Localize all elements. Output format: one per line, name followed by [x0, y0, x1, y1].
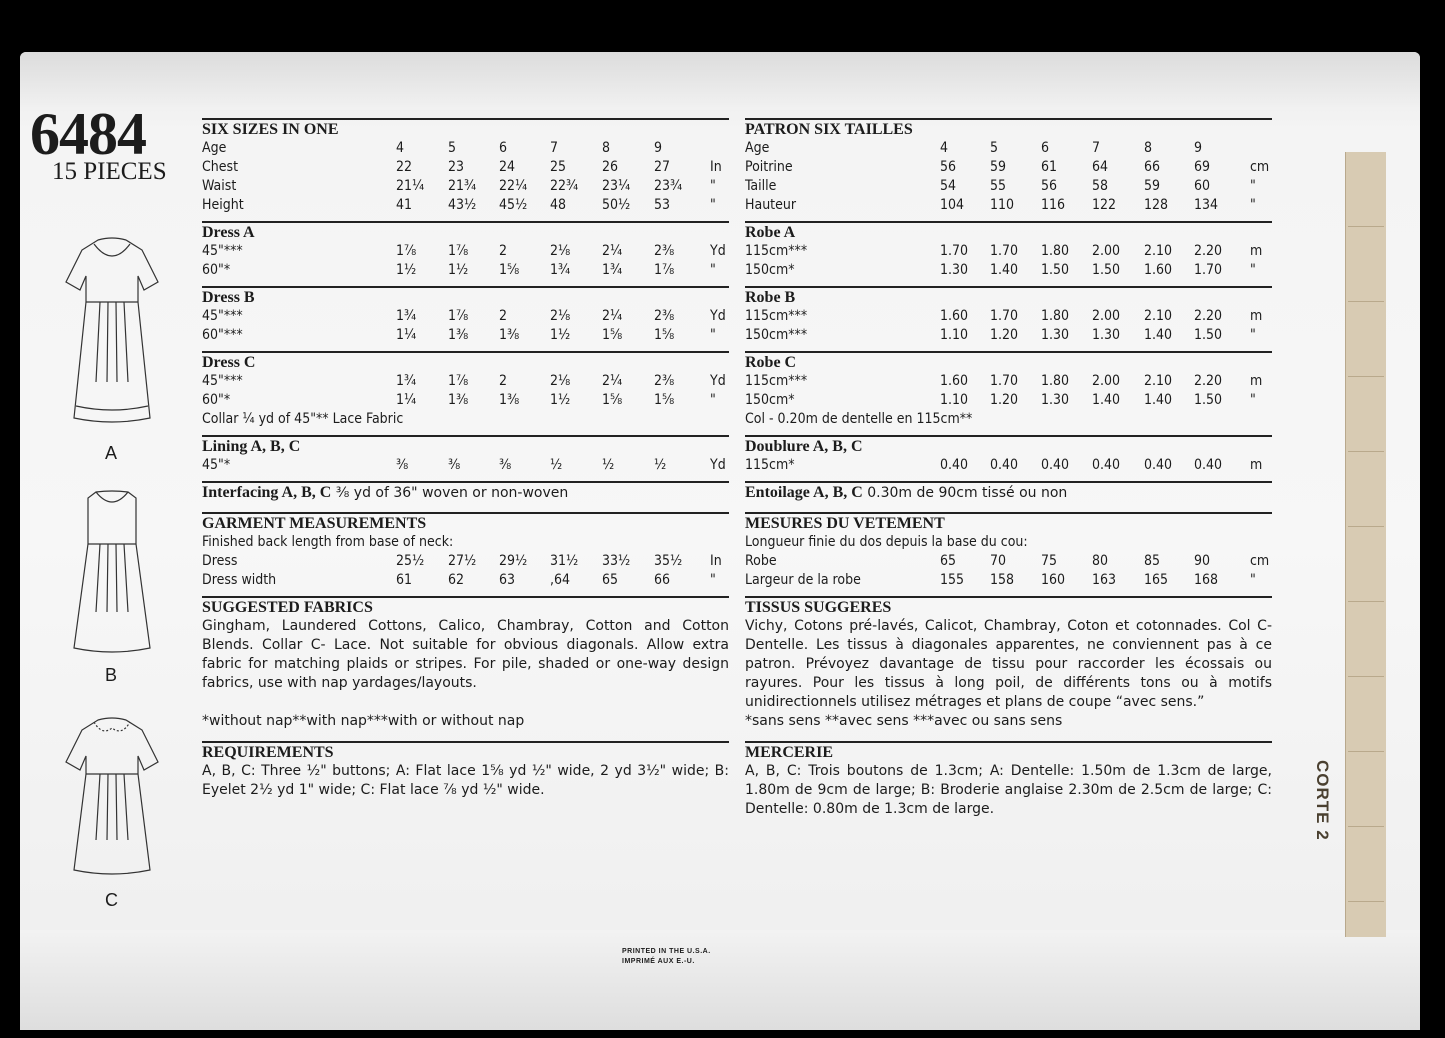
size-value: ½ [654, 457, 667, 473]
size-value: 26 [602, 159, 619, 175]
size-value: 29½ [499, 553, 528, 569]
size-value: 7 [550, 140, 559, 156]
table-row [202, 391, 729, 410]
size-value: 1.70 [990, 308, 1019, 324]
interfacing-section [202, 481, 729, 502]
size-value: 0.40 [990, 457, 1019, 473]
size-value: 1⅜ [499, 392, 520, 408]
size-value: 8 [602, 140, 611, 156]
size-value: 1.60 [940, 373, 969, 389]
unit-label: " [1250, 392, 1256, 408]
size-value: 5 [448, 140, 457, 156]
size-value: 59 [1144, 178, 1161, 194]
size-value: 1.50 [1194, 327, 1223, 343]
row-label: 115cm*** [745, 243, 808, 259]
size-value: 1¼ [396, 327, 417, 343]
table-row [745, 552, 1272, 571]
collar-note: Collar ¼ yd of 45"** Lace Fabric [202, 411, 404, 427]
size-value: 41 [396, 197, 413, 213]
size-value: ⅜ [396, 457, 409, 473]
tissus-text: Vichy, Cotons pré-lavés, Calicot, Chambray, Coton et cotonnades. Col C-Dentelle. Les tissus à diagonales apparentes, ne conviennent pas à ce patron. Prévoyez davantage de tissu pour raccorder les écossais ou rayures. Pour les tissus à long poil, de différents tons ou à motifs unidirectionnels utilisez métrages et plans de coupe “avec sens.” [745, 618, 1272, 710]
table-row [202, 372, 729, 391]
size-value: 1⅜ [499, 327, 520, 343]
mercerie-section [745, 741, 1272, 819]
fabrics-heading: SUGGESTED FABRICS [202, 599, 373, 616]
size-value: 0.40 [940, 457, 969, 473]
size-value: 1.10 [940, 392, 969, 408]
size-value: 2⅜ [654, 308, 675, 324]
unit-label: " [710, 572, 716, 588]
row-label: 115cm* [745, 457, 795, 473]
size-value: 53 [654, 197, 671, 213]
unit-label: " [710, 262, 716, 278]
size-value: 62 [448, 572, 465, 588]
size-value: 1.30 [940, 262, 969, 278]
size-value: ,64 [550, 572, 571, 588]
size-value: 1.20 [990, 327, 1019, 343]
garment-intro: Finished back length from base of neck: [202, 534, 454, 550]
size-value: 4 [940, 140, 949, 156]
dress-a-section [202, 221, 729, 280]
robe-a-section [745, 221, 1272, 280]
size-value: 1¼ [396, 392, 417, 408]
size-value: 4 [396, 140, 405, 156]
row-label: Chest [202, 159, 239, 175]
unit-label: Yd [710, 308, 726, 324]
size-value: 1.80 [1041, 243, 1070, 259]
size-value: 1.70 [990, 243, 1019, 259]
size-value: 70 [990, 553, 1007, 569]
row-label: 60"* [202, 262, 231, 278]
size-value: 65 [602, 572, 619, 588]
size-value: 22 [396, 159, 413, 175]
size-value: 60 [1194, 178, 1211, 194]
tissus-section [745, 596, 1272, 731]
size-value: 5 [990, 140, 999, 156]
size-value: 168 [1194, 572, 1219, 588]
size-value: 1½ [448, 262, 469, 278]
size-value: 6 [1041, 140, 1050, 156]
row-label: 150cm* [745, 392, 795, 408]
unit-label: " [1250, 572, 1256, 588]
sizes-section-fr [745, 118, 1272, 215]
size-value: 50½ [602, 197, 631, 213]
size-value: 1.50 [1092, 262, 1121, 278]
size-value: 1⅜ [448, 327, 469, 343]
pieces-count: 15 PIECES [52, 158, 167, 185]
entoilage-text: 0.30m de 90cm tissé ou non [862, 485, 1068, 501]
interfacing-text: ⅜ yd of 36" woven or non-woven [331, 485, 569, 501]
size-value: 64 [1092, 159, 1109, 175]
col-note: Col - 0.20m de dentelle en 115cm** [745, 411, 973, 427]
size-value: 1⅝ [602, 327, 623, 343]
size-value: 0.40 [1041, 457, 1070, 473]
size-value: 1.30 [1041, 392, 1070, 408]
size-value: 134 [1194, 197, 1219, 213]
pattern-number: 6484 [30, 101, 146, 167]
size-value: 116 [1041, 197, 1066, 213]
row-label: 115cm*** [745, 373, 808, 389]
table-row [745, 391, 1272, 410]
interfacing-heading: Interfacing A, B, C [202, 484, 332, 501]
size-value: 21¾ [448, 178, 477, 194]
english-column [202, 118, 729, 800]
mesures-heading: MESURES DU VETEMENT [745, 515, 945, 532]
entoilage-section [745, 481, 1272, 502]
table-row [202, 552, 729, 571]
unit-label: " [1250, 327, 1256, 343]
size-value: 48 [550, 197, 567, 213]
row-label: Waist [202, 178, 237, 194]
tissus-heading: TISSUS SUGGERES [745, 599, 892, 616]
row-label: 45"*** [202, 373, 243, 389]
unit-label: Yd [710, 373, 726, 389]
size-value: 9 [1194, 140, 1203, 156]
fabrics-text: Gingham, Laundered Cottons, Calico, Chambray, Cotton and Cotton Blends. Collar C- Lace. Not suitable for obvious diagonals. Allow extra fabric for matching plaids or stripes. For pile, shaded or one-way design fabrics, use with nap yardages/layouts. [202, 618, 729, 691]
size-value: 2.20 [1194, 308, 1223, 324]
size-value: 2¼ [602, 373, 623, 389]
table-row [745, 307, 1272, 326]
mercerie-text: A, B, C: Trois boutons de 1.3cm; A: Dentelle: 1.50m de 1.3cm de large, 1.80m de 9cm de large; B: Broderie anglaise 2.30m de 2.5cm de large; C: Dentelle: 0.80m de 1.3cm de large. [745, 763, 1272, 817]
unit-label: m [1250, 243, 1263, 259]
size-value: 2.00 [1092, 243, 1121, 259]
requirements-text: A, B, C: Three ½" buttons; A: Flat lace 1⅝ yd ½" wide, 2 yd 3½" wide; B: Eyelet 2½ yd 1" wide; C: Flat lace ⅞ yd ½" wide. [202, 763, 729, 798]
row-label: 115cm*** [745, 308, 808, 324]
french-column [745, 118, 1272, 819]
unit-label: m [1250, 457, 1263, 473]
table-row [745, 326, 1272, 345]
robe-a-heading: Robe A [745, 224, 796, 241]
size-value: 22¾ [550, 178, 579, 194]
size-value: 1½ [396, 262, 417, 278]
row-label: 150cm* [745, 262, 795, 278]
unit-label: cm [1250, 553, 1270, 569]
size-value: 1.30 [1041, 327, 1070, 343]
size-value: 1.70 [1194, 262, 1223, 278]
size-value: 2⅛ [550, 373, 571, 389]
size-value: 66 [654, 572, 671, 588]
size-value: 23 [448, 159, 465, 175]
size-value: 1⅝ [602, 392, 623, 408]
printed-in-usa [622, 947, 711, 967]
size-value: 31½ [550, 553, 579, 569]
unit-label: Yd [710, 243, 726, 259]
size-value: 1⅞ [396, 243, 417, 259]
size-value: 1¾ [396, 308, 417, 324]
garment-section [202, 512, 729, 590]
size-value: 155 [940, 572, 965, 588]
unit-label: " [710, 327, 716, 343]
sizes-heading: SIX SIZES IN ONE [202, 121, 339, 138]
table-row [202, 242, 729, 261]
table-row [745, 139, 1272, 158]
row-label: 45"* [202, 457, 231, 473]
size-value: 1.80 [1041, 308, 1070, 324]
size-value: 85 [1144, 553, 1161, 569]
unit-label: " [1250, 262, 1256, 278]
table-row [745, 372, 1272, 391]
size-value: 65 [940, 553, 957, 569]
size-value: 2.00 [1092, 373, 1121, 389]
row-label: Dress [202, 553, 238, 569]
fabrics-section [202, 596, 729, 731]
entoilage-heading: Entoilage A, B, C [745, 484, 863, 501]
row-label: 45"*** [202, 243, 243, 259]
robe-b-section [745, 286, 1272, 345]
size-value: 25 [550, 159, 567, 175]
size-value: 1⅞ [448, 373, 469, 389]
size-value: 56 [940, 159, 957, 175]
size-value: 21¼ [396, 178, 425, 194]
size-value: 75 [1041, 553, 1058, 569]
table-row [745, 571, 1272, 590]
size-value: 1⅝ [499, 262, 520, 278]
size-value: 0.40 [1092, 457, 1121, 473]
envelope-bottom-fold [20, 930, 1420, 1030]
robe-b-heading: Robe B [745, 289, 796, 306]
unit-label: Yd [710, 457, 726, 473]
size-value: 2 [499, 308, 508, 324]
row-label: Age [745, 140, 770, 156]
size-value: 110 [990, 197, 1015, 213]
size-value: 1¾ [550, 262, 571, 278]
size-value: 2⅜ [654, 373, 675, 389]
table-row [202, 456, 729, 475]
table-row [745, 456, 1272, 475]
size-value: 1½ [550, 327, 571, 343]
size-value: 8 [1144, 140, 1153, 156]
size-value: 128 [1144, 197, 1169, 213]
dress-b-section [202, 286, 729, 345]
dress-c-sketch [62, 712, 162, 877]
table-row [745, 196, 1272, 215]
table-row [202, 177, 729, 196]
size-value: 1.40 [990, 262, 1019, 278]
sizes-heading-fr: PATRON SIX TAILLES [745, 121, 913, 138]
size-value: 2⅛ [550, 308, 571, 324]
size-value: 2.10 [1144, 243, 1173, 259]
size-value: 9 [654, 140, 663, 156]
table-row [745, 261, 1272, 280]
size-value: 1.40 [1144, 327, 1173, 343]
lining-heading: Lining A, B, C [202, 438, 301, 455]
robe-c-heading: Robe C [745, 354, 797, 371]
size-value: 35½ [654, 553, 683, 569]
table-row [202, 571, 729, 590]
size-value: 2.10 [1144, 308, 1173, 324]
table-row [202, 196, 729, 215]
size-value: 23¾ [654, 178, 683, 194]
requirements-heading: REQUIREMENTS [202, 744, 334, 761]
table-row [202, 326, 729, 345]
sizes-section [202, 118, 729, 215]
row-label: 60"*** [202, 327, 243, 343]
unit-label: " [1250, 197, 1256, 213]
size-value: 1.40 [1144, 392, 1173, 408]
size-value: 27 [654, 159, 671, 175]
table-row [745, 177, 1272, 196]
size-value: 54 [940, 178, 957, 194]
printed-line-fr: IMPRIMÉ AUX E.-U. [622, 958, 695, 965]
printed-line-en: PRINTED IN THE U.S.A. [622, 948, 711, 955]
size-value: 66 [1144, 159, 1161, 175]
size-value: 22¼ [499, 178, 528, 194]
table-row [745, 242, 1272, 261]
row-label: Robe [745, 553, 777, 569]
dress-c-heading: Dress C [202, 354, 256, 371]
size-value: 0.40 [1194, 457, 1223, 473]
unit-label: " [1250, 178, 1256, 194]
dress-a-sketch [62, 232, 162, 432]
size-value: 1½ [550, 392, 571, 408]
size-value: 1⅝ [654, 392, 675, 408]
size-value: 59 [990, 159, 1007, 175]
size-value: ½ [550, 457, 563, 473]
unit-label: " [710, 178, 716, 194]
dress-c-section [202, 351, 729, 429]
size-value: ½ [602, 457, 615, 473]
tissue-paper-lines [1348, 152, 1384, 937]
size-value: 1.10 [940, 327, 969, 343]
row-label: Age [202, 140, 227, 156]
unit-label: In [710, 159, 722, 175]
size-value: 1.40 [1092, 392, 1121, 408]
requirements-section [202, 741, 729, 800]
size-value: 33½ [602, 553, 631, 569]
size-value: 2¼ [602, 308, 623, 324]
size-value: 2.20 [1194, 373, 1223, 389]
size-value: 104 [940, 197, 965, 213]
table-row [202, 158, 729, 177]
size-value: 2⅜ [654, 243, 675, 259]
size-value: 1⅝ [654, 327, 675, 343]
size-value: 2¼ [602, 243, 623, 259]
size-value: 27½ [448, 553, 477, 569]
size-value: 61 [396, 572, 413, 588]
dress-b-sketch [66, 488, 158, 653]
size-value: 55 [990, 178, 1007, 194]
size-value: 158 [990, 572, 1015, 588]
size-value: 1.80 [1041, 373, 1070, 389]
dress-b-heading: Dress B [202, 289, 255, 306]
size-value: 24 [499, 159, 516, 175]
size-value: 6 [499, 140, 508, 156]
size-value: 25½ [396, 553, 425, 569]
row-label: Hauteur [745, 197, 797, 213]
size-value: 43½ [448, 197, 477, 213]
size-value: 2.10 [1144, 373, 1173, 389]
unit-label: In [710, 553, 722, 569]
size-value: ⅜ [448, 457, 461, 473]
size-value: 2 [499, 243, 508, 259]
robe-c-section [745, 351, 1272, 429]
row-label: 45"*** [202, 308, 243, 324]
size-value: 1.60 [1144, 262, 1173, 278]
size-value: 90 [1194, 553, 1211, 569]
size-value: 2.20 [1194, 243, 1223, 259]
size-value: 1.60 [940, 308, 969, 324]
unit-label: cm [1250, 159, 1270, 175]
row-label: Poitrine [745, 159, 793, 175]
table-row [202, 139, 729, 158]
lining-section [202, 435, 729, 475]
size-value: ⅜ [499, 457, 512, 473]
row-label: Dress width [202, 572, 277, 588]
size-value: 69 [1194, 159, 1211, 175]
size-value: 0.40 [1144, 457, 1173, 473]
table-row [202, 307, 729, 326]
size-value: 160 [1041, 572, 1066, 588]
size-value: 122 [1092, 197, 1117, 213]
size-value: 80 [1092, 553, 1109, 569]
row-label: 150cm*** [745, 327, 808, 343]
size-value: 1⅞ [448, 243, 469, 259]
size-value: 1.30 [1092, 327, 1121, 343]
size-value: 23¼ [602, 178, 631, 194]
table-row [745, 158, 1272, 177]
row-label: Largeur de la robe [745, 572, 861, 588]
size-value: 1¾ [396, 373, 417, 389]
size-value: 63 [499, 572, 516, 588]
size-value: 45½ [499, 197, 528, 213]
envelope-top-fold [20, 52, 1420, 107]
unit-label: m [1250, 308, 1263, 324]
table-row [202, 261, 729, 280]
size-value: 1.50 [1194, 392, 1223, 408]
size-value: 56 [1041, 178, 1058, 194]
view-label-b: B [105, 665, 118, 685]
size-value: 2.00 [1092, 308, 1121, 324]
mesures-intro: Longueur finie du dos depuis la base du cou: [745, 534, 1028, 550]
doublure-heading: Doublure A, B, C [745, 438, 863, 455]
unit-label: m [1250, 373, 1263, 389]
size-value: 1.70 [940, 243, 969, 259]
size-value: 165 [1144, 572, 1169, 588]
unit-label: " [710, 392, 716, 408]
size-value: 1.20 [990, 392, 1019, 408]
size-value: 1.70 [990, 373, 1019, 389]
doublure-section [745, 435, 1272, 475]
size-value: 163 [1092, 572, 1117, 588]
size-value: 2 [499, 373, 508, 389]
size-value: 1.50 [1041, 262, 1070, 278]
size-value: 1⅜ [448, 392, 469, 408]
size-value: 7 [1092, 140, 1101, 156]
size-value: 58 [1092, 178, 1109, 194]
sens-legend: *sans sens **avec sens ***avec ou sans sens [745, 713, 1063, 729]
view-label-c: C [105, 890, 118, 910]
mesures-section [745, 512, 1272, 590]
size-value: 1¾ [602, 262, 623, 278]
size-value: 1⅞ [654, 262, 675, 278]
garment-heading: GARMENT MEASUREMENTS [202, 515, 427, 532]
size-value: 2⅛ [550, 243, 571, 259]
dress-a-heading: Dress A [202, 224, 255, 241]
row-label: Height [202, 197, 244, 213]
row-label: Taille [745, 178, 777, 194]
view-label-a: A [105, 443, 118, 463]
tissue-label: CORTE 2 [1313, 760, 1332, 841]
nap-legend: *without nap**with nap***with or without nap [202, 713, 525, 729]
row-label: 60"* [202, 392, 231, 408]
size-value: 1⅞ [448, 308, 469, 324]
size-value: 61 [1041, 159, 1058, 175]
unit-label: " [710, 197, 716, 213]
mercerie-heading: MERCERIE [745, 744, 834, 761]
